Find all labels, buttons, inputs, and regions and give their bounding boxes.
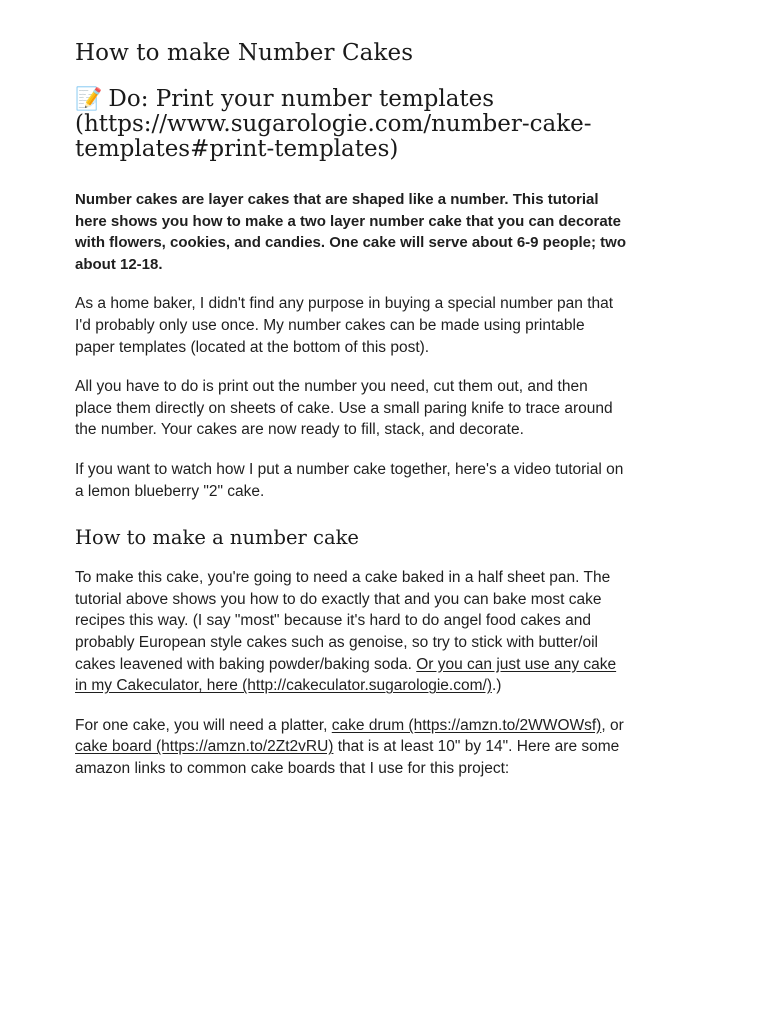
cakeculator-link[interactable]: Or you can just use any cake in my Cakeculator, here (http://cakeculator.sugarologie.com/): [75, 655, 617, 695]
cake-drum-link[interactable]: cake drum (https://amzn.to/2WWOWsf): [331, 716, 602, 734]
paragraph-home-baker: As a home baker, I didn't find any purpose in buying a special number pan that I'd probably only use once. My number cakes can be made using printable paper templates (located at the bottom of this post).: [75, 295, 614, 356]
paragraph-half-sheet-end: .): [491, 677, 502, 695]
paragraph-cake-boards-tail: that is at least 10" by 14". Here are some amazon links to common cake boards that I use for this project:: [75, 738, 620, 777]
paragraph-video-tutorial: If you want to watch how I put a number cake together, here's a video tutorial on a lemon blueberry "2" cake.: [75, 460, 624, 500]
cake-board-link[interactable]: cake board (https://amzn.to/2Zt2vRU): [75, 738, 334, 756]
paragraph-cake-boards-lead: For one cake, you will need a platter,: [75, 716, 332, 734]
todo-text: Do: Print your number templates (https://www.sugarologie.com/number-cake-templates#print-templates): [75, 86, 592, 162]
intro-paragraph: Number cakes are layer cakes that are shaped like a number. This tutorial here shows you how to make a two layer number cake that you can decorate with flowers, cookies, and candies. One cake will serve about 6-9 people; two about 12-18.: [75, 191, 626, 273]
paragraph-half-sheet-text: To make this cake, you're going to need a cake baked in a half sheet pan. The tutorial above shows you how to do exactly that and you can bake most cake recipes this way. (I say "most" because it's hard to do angel food cakes and probably European style cakes such as genoise, so try to stick with butter/oil cakes leavened with baking powder/baking soda.: [75, 569, 611, 673]
paragraph-half-sheet: [75, 567, 628, 697]
paragraph-print-templates: All you have to do is print out the number you need, cut them out, and then place them directly on sheets of cake. Use a small paring knife to trace around the number. Your cakes are now ready to fill, stack, and decorate.: [75, 378, 613, 439]
todo-heading: [75, 87, 628, 162]
page-title: How to make Number Cakes: [75, 40, 414, 66]
memo-icon: 📝: [75, 87, 103, 112]
paragraph-cake-boards: [75, 715, 628, 780]
paragraph-cake-boards-mid: , or: [601, 716, 624, 734]
section-heading: How to make a number cake: [75, 526, 359, 550]
